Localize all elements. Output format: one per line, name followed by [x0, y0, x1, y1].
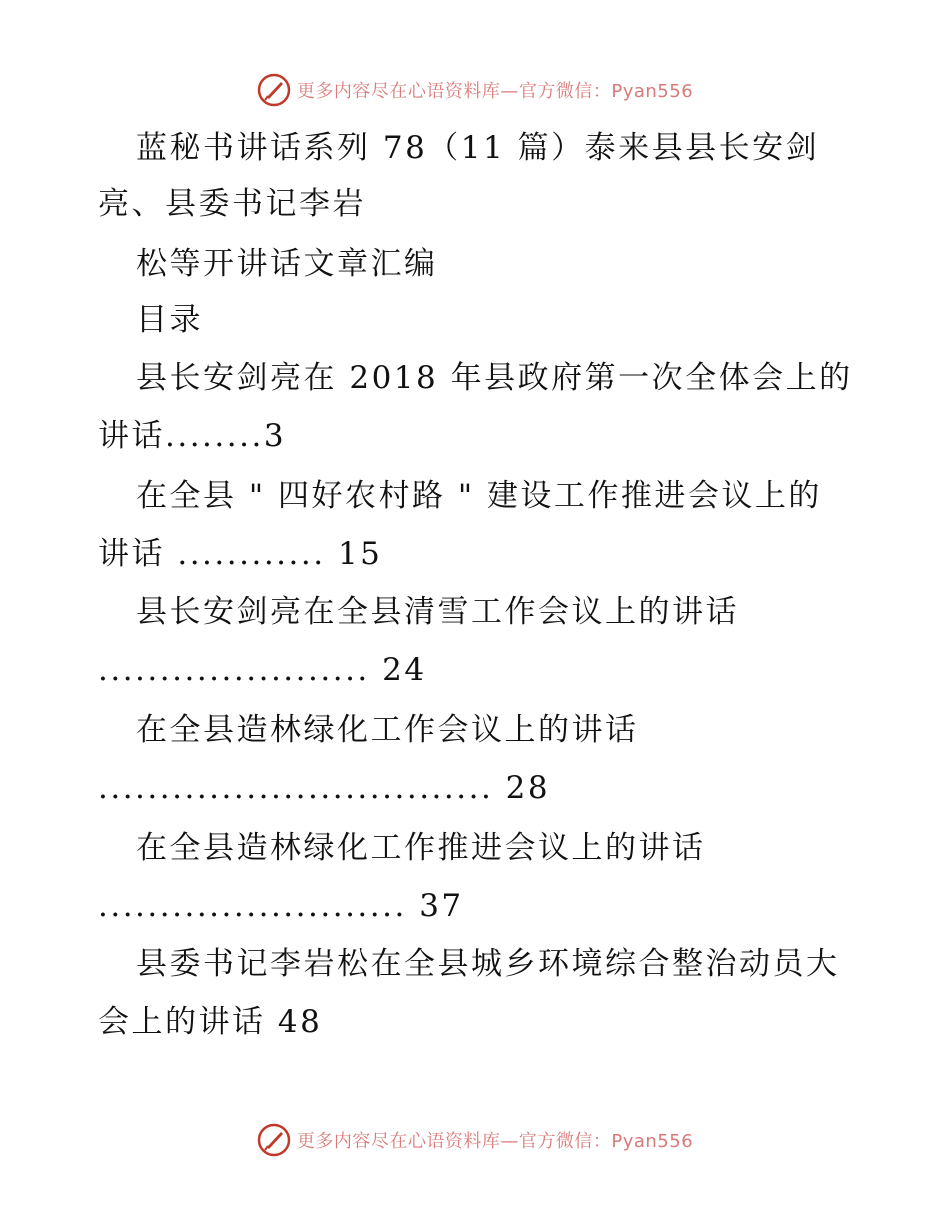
toc-entry-2-line-1[interactable]: 在全县 " 四好农村路 " 建设工作推进会议上的 — [136, 478, 822, 514]
watermark-banner-bottom — [0, 1120, 950, 1160]
toc-entry-6-line-1[interactable]: 县委书记李岩松在全县城乡环境综合整治动员大 — [136, 946, 840, 982]
watermark-text: 更多内容尽在心语资料库—官方微信：Pyan556 — [296, 1131, 694, 1152]
quill-logo-icon — [257, 73, 291, 107]
doc-title-line-1: 蓝秘书讲话系列 78（11 篇）泰来县县长安剑 — [136, 130, 820, 166]
toc-entry-2-line-2[interactable]: 讲话 ............ 15 — [98, 536, 383, 572]
toc-entry-5-line-2[interactable]: ......................... 37 — [98, 888, 464, 924]
toc-entry-4-line-2[interactable]: ................................ 28 — [98, 770, 551, 806]
watermark-banner-top — [0, 70, 950, 110]
doc-title-line-3: 松等开讲话文章汇编 — [136, 246, 438, 282]
quill-logo-icon — [257, 1123, 291, 1157]
toc-entry-1-line-1[interactable]: 县长安剑亮在 2018 年县政府第一次全体会上的 — [136, 360, 853, 396]
toc-entry-3-line-1[interactable]: 县长安剑亮在全县清雪工作会议上的讲话 — [136, 594, 739, 630]
watermark-text: 更多内容尽在心语资料库—官方微信：Pyan556 — [296, 81, 694, 102]
toc-entry-5-line-1[interactable]: 在全县造林绿化工作推进会议上的讲话 — [136, 830, 706, 866]
toc-entry-3-line-2[interactable]: ...................... 24 — [98, 652, 427, 688]
toc-entry-1-line-2[interactable]: 讲话........3 — [98, 418, 287, 454]
toc-entry-4-line-1[interactable]: 在全县造林绿化工作会议上的讲话 — [136, 712, 639, 748]
doc-title-line-2: 亮、县委书记李岩 — [98, 186, 366, 222]
toc-heading: 目录 — [136, 302, 203, 338]
toc-entry-6-line-2[interactable]: 会上的讲话 48 — [98, 1004, 323, 1040]
